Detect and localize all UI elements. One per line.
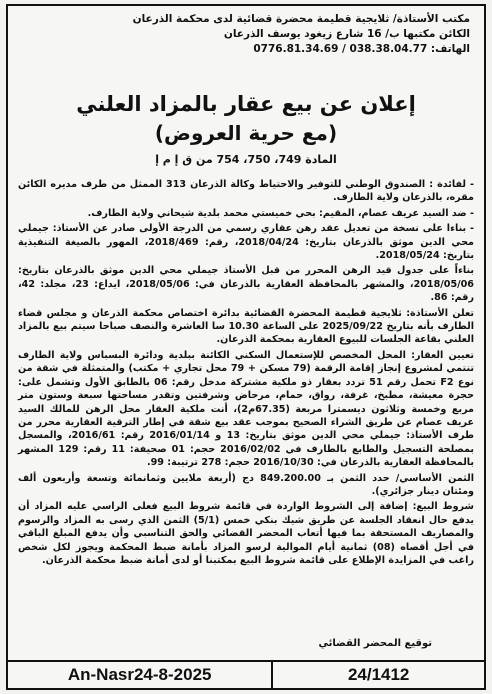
header-address-line: الكائن مكتبها ب/ 16 شارع زيغود يوسف الذرعان: [223, 28, 470, 40]
reference-number: 24/1412: [347, 665, 410, 684]
announcement-body: [18, 178, 474, 569]
paragraph-base-price: الثمن الأساسي/ حدد الثمن بـ 849.200.00 دج (أربعة ملايين وثمانمائة وتسعة وأربعون ألف ومئتان دينار جزائري).: [18, 472, 474, 497]
announcement-title: إعلان عن بيع عقار بالمزاد العلني: [76, 92, 416, 116]
paragraph-registration: بناءاً على جدول قيد الرهن المحرر من قبل الأستاذ جيملي محي الدين موثق بالذرعان بتاريخ: 2018/05/06، والمشهر بالمحافظة العقارية بالذرعان في: 2018/05/06، ايداع: 23، مجلد: 42، رقم: 86.: [18, 265, 474, 304]
legal-articles: المادة 749، 750، 754 من ق إ م إ: [155, 153, 337, 166]
publication-tag: An-Nasr24-8-2025: [8, 662, 273, 688]
paragraph-property: تعيين العقار: المحل المخصص للإستعمال السكني الكائنة ببلدية ودائرة البسباس ولاية الطارف تنتمي لمشروع إنجاز إقامة الرقمة (79 مسكن + 79 محل تجاري + مكتب) والمتمثلة في شقة من نوع F2 تحمل رقم 51 تردد بعقار ذو ملكية مشتركة مدخل رقم: 06 بالطابق الأول وتشمل على: حجرة معيشة، مطبخ، غرفة، رواق، حمام، مرحاض وشرفتين وتقدر مساحتها سبعة وستون متر مربع وخمسة وثلاثون ديسمترا مربعة (67.35م2)، أنت ملكية العقار محل الرهن للمالك السيد عريف عصام عن طريق الشراء الصحيح بموجب عقد بيع شقة في إطار الترقية العقارية محرر من طرف الأستاذ: جيملي محي الدين موثق بتاريخ: 13 و 2016/01/14 رقم: 2016/61، والمسجل بمصلحة التسجيل والطابع بالطارف في 2016/02/02 حجم: 01 صحيفة: 11 رقم: 129 المشهر بالمحافظة العقارية بالذرعان في: 2016/10/30 حجم: 278 ترتيبة: 99.: [18, 349, 474, 469]
header-office-line: مكتب الأستاذة/ ثلايجية قطيمة محضرة قضائية لدى محكمة الذرعان: [132, 13, 470, 25]
bailiff-header: [40, 12, 470, 57]
paragraph-mortgage-deed: - بناءا على نسخة من تعديل عقد رهن عقاري رسمي من الدرجة الأولى صادر عن الأستاذ: جيملي محي الدين موثق بالذرعان بتاريخ: 2018/04/24، رقم: 2018/469، المهور بالصيغة التنفيذية بتاريخ: 2018/05/24.: [18, 223, 474, 262]
bailiff-signature: توقيع المحضر القضائي: [318, 638, 432, 649]
paragraph-sale-date: تعلن الأستاذة: ثلايجية قطيمة المحضرة القضائية بدائرة اختصاص محكمة الذرعان و مجلس قضاء الطارف بأنه بتاريخ 2025/09/22 على الساعة 10.30 سا العاشرة والنصف صباحا سيتم بيع بالمزاد العلني بقاعة الجلسات للبيوع العقارية بمحكمة الذرعان.: [18, 307, 474, 346]
footer-bar: [8, 660, 484, 688]
header-phone-line: الهاتف: 038.38.04.77 / 0776.81.34.69: [253, 43, 470, 55]
paragraph-sale-conditions: شروط البيع: إضافة إلى الشروط الواردة في قائمة شروط البيع فعلى الراسي عليه المزاد أن يدفع حال انعقاد الجلسة عن طريق شيك بنكي خمس (5/1) الثمن الذي رسى به المزاد والرسوم والمصاريف المستحقة بما فيها أتعاب المحضر القضائي والحق التناسبي وأن يدفع المبلغ الباقي في أجل أقصاه (08) ثمانية أيام الموالية لرسو المزاد بأمانة ضبط المحكمة ويجوز لكل شخص راغب في المزايدة الإطلاع على قائمة شروط البيع بمكتبنا أو لدى أمانة ضبط محكمة الذرعان.: [18, 501, 475, 566]
paragraph-debtor: - ضد السيد عريف عصام، المقيم: بحي خميستي محمد بلدية شيحاني ولاية الطارف.: [87, 207, 474, 219]
announcement-page: [6, 4, 486, 690]
paragraph-beneficiary: - لفائدة : الصندوق الوطني للتوفير والاحتياط وكالة الذرعان 313 الممثل من طرف مديره الكائن مقره، بالذرعان ولاية الطارف.: [18, 179, 474, 204]
announcement-subtitle: (مع حرية العروض): [154, 121, 338, 145]
